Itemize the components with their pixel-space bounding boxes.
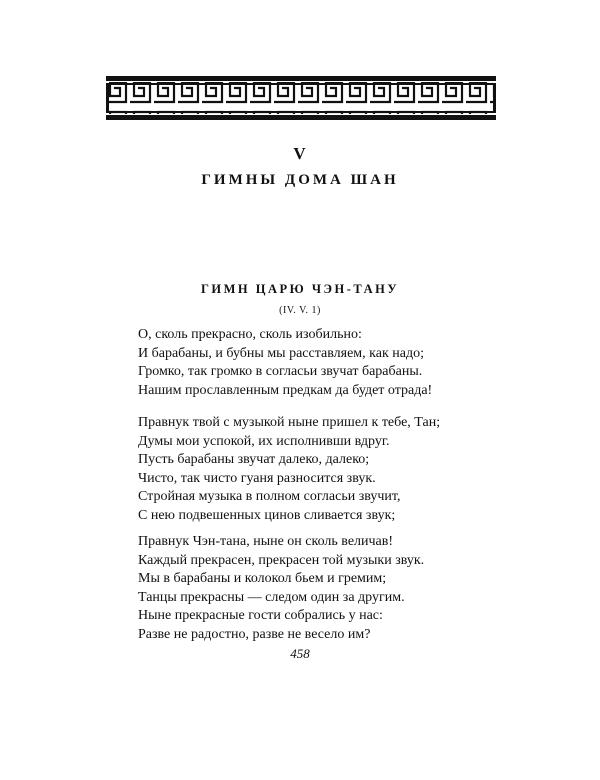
verse-line: Правнук твой с музыкой ныне пришел к тебе, Тан;: [138, 415, 441, 430]
greek-meander-ornament-icon: [106, 76, 496, 120]
verse-line: И барабаны, и бубны мы расставляем, как надо;: [138, 345, 424, 361]
stanza-1: [138, 326, 432, 400]
stanza-3: [138, 533, 424, 645]
poem-reference: (IV. V. 1): [279, 305, 321, 316]
verse-line: Думы мои успокой, их исполнивши вдруг.: [138, 433, 390, 449]
poem-title: ГИМН ЦАРЮ ЧЭН-ТАНУ: [200, 282, 400, 296]
verse-line: Ныне прекрасные гости собрались у нас:: [138, 608, 383, 624]
verse-line: Каждый прекрасен, прекрасен той музыки звук.: [138, 552, 425, 568]
verse-line: Громко, так громко в согласьи звучат барабаны.: [138, 364, 423, 380]
verse-line: Правнук Чэн-тана, ныне он сколь величав!: [138, 534, 394, 549]
verse-line: Танцы прекрасны — следом один за другим.: [138, 589, 405, 605]
page-number: 458: [290, 646, 310, 661]
verse-line: Чисто, так чисто гуаня разносится звук.: [138, 470, 376, 486]
verse-line: О, сколь прекрасно, сколь изобильно:: [138, 327, 362, 342]
stanza-2: [138, 414, 440, 526]
verse-line: Разве не радостно, разве не весело им?: [138, 626, 371, 642]
verse-line: Нашим прославленным предкам да будет отрада!: [138, 382, 433, 398]
verse-line: Пусть барабаны звучат далеко, далеко;: [138, 452, 370, 468]
verse-line: Мы в барабаны и колокол бьем и гремим;: [138, 571, 387, 587]
section-number: V: [293, 144, 307, 163]
verse-line: Стройная музыка в полном согласьи звучит,: [138, 489, 401, 505]
section-title: ГИМНЫ ДОМА ШАН: [201, 172, 399, 188]
verse-line: С нею подвешенных цинов сливается звук;: [138, 507, 396, 523]
